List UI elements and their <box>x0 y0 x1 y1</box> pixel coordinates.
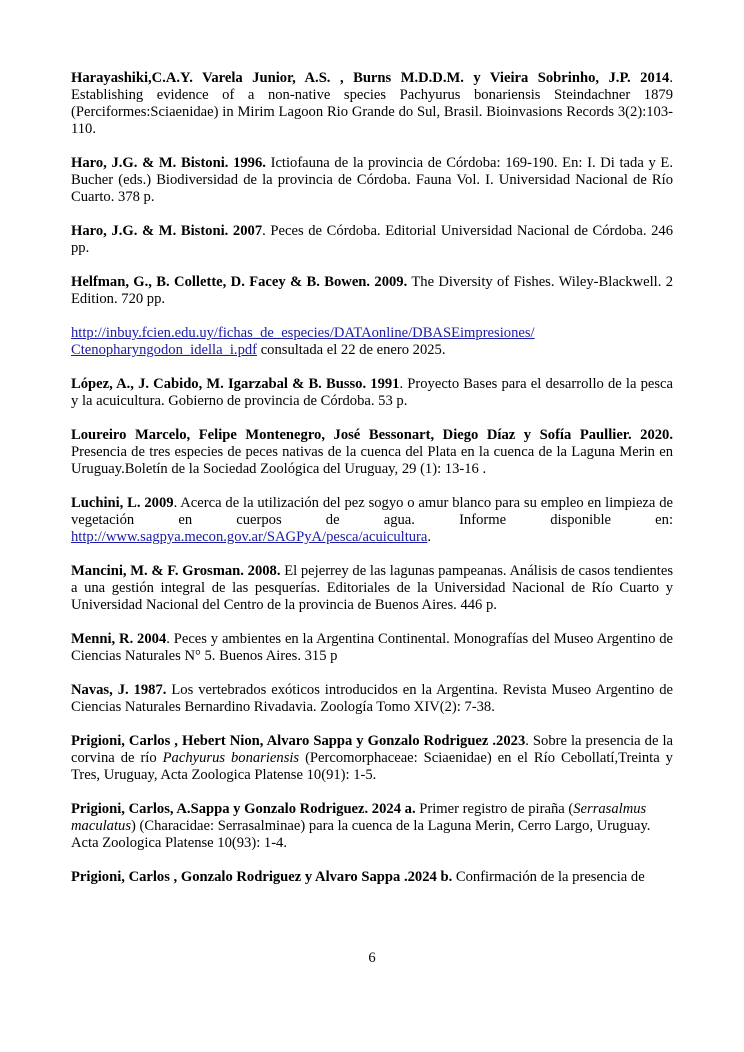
reference-text: Confirmación de la presencia de <box>452 869 645 885</box>
reference-entry <box>71 631 673 665</box>
reference-text-end: ) (Characidae: Serrasalminae) para la cuenca de la Laguna Merin, Cerro Largo, Uruguay. Acta Zoologica Platense 10(93): 1-4. <box>71 818 651 851</box>
reference-entry <box>71 733 673 784</box>
reference-entry <box>71 682 673 716</box>
reference-link[interactable]: http://inbuy.fcien.edu.uy/fichas_de_especies/DATAonline/DBASEimpresiones/ <box>71 325 535 341</box>
references-list <box>71 70 673 903</box>
reference-text: . Establishing evidence of a non-native species Pachyurus bonariensis Steindachner 1879 (Perciformes:Sciaenidae) in Mirim Lagoon Rio Grande do Sul, Brasil. Bioinvasions Records 3(2):103-110. <box>71 70 673 137</box>
reference-text: Ictiofauna de la provincia de Córdoba: 169-190. En: I. Di tada y E. Bucher (eds.) Biodiversidad de la provincia de Córdoba. Fauna Vol. I. Universidad Nacional de Río Cuarto. 378 p. <box>71 155 673 205</box>
reference-authors: Mancini, M. & F. Grosman. 2008. <box>71 563 281 579</box>
reference-entry <box>71 869 673 886</box>
reference-entry <box>71 427 673 478</box>
reference-authors: Prigioni, Carlos , Gonzalo Rodriguez y Alvaro Sappa .2024 b. <box>71 869 453 885</box>
reference-authors: Harayashiki,C.A.Y. Varela Junior, A.S. , Burns M.D.D.M. y Vieira Sobrinho, J.P. 2014 <box>71 70 670 86</box>
reference-text-end: . <box>427 529 432 545</box>
species-name: Serrasalmus maculatus <box>71 801 647 834</box>
reference-text: . Sobre la presencia de la corvina de río <box>71 733 673 766</box>
reference-text: Primer registro de piraña ( <box>415 801 574 817</box>
reference-entry <box>71 70 673 138</box>
reference-link[interactable]: http://www.sagpya.mecon.gov.ar/SAGPyA/pesca/acuicultura <box>71 529 428 545</box>
reference-entry <box>71 376 673 410</box>
reference-text: . Peces de Córdoba. Editorial Universidad Nacional de Córdoba. 246 pp. <box>71 223 673 256</box>
reference-authors: Haro, J.G. & M. Bistoni. 1996. <box>71 155 266 171</box>
reference-authors: Haro, J.G. & M. Bistoni. 2007 <box>71 223 263 239</box>
reference-authors: López, A., J. Cabido, M. Igarzabal & B. Busso. 1991 <box>71 376 400 392</box>
reference-authors: Navas, J. 1987. <box>71 682 167 698</box>
reference-authors: Prigioni, Carlos, A.Sappa y Gonzalo Rodriguez. 2024 a. <box>71 801 416 817</box>
species-name: Pachyurus bonariensis <box>162 750 300 766</box>
reference-text: Presencia de tres especies de peces nativas de la cuenca del Plata en la cuenca de la Laguna Merin en Uruguay.Boletín de la Sociedad Zoológica del Uruguay, 29 (1): 13-16 . <box>71 444 673 477</box>
reference-text: . Proyecto Bases para el desarrollo de la pesca y la acuicultura. Gobierno de provincia de Córdoba. 53 p. <box>71 376 673 409</box>
reference-text: . Peces y ambientes en la Argentina Continental. Monografías del Museo Argentino de Ciencias Naturales N° 5. Buenos Aires. 315 p <box>71 631 673 664</box>
reference-text: The Diversity of Fishes. Wiley-Blackwell. 2 Edition. 720 pp. <box>71 274 673 307</box>
reference-entry <box>71 325 673 359</box>
reference-entry <box>71 563 673 614</box>
reference-text: El pejerrey de las lagunas pampeanas. Análisis de casos tendientes a una gestión integral de las pesquerías. Editoriales de la Universidad Nacional de Río Cuarto y Universidad Nacional del Centro de la provincia de Buenos Aires. 446 p. <box>71 563 673 613</box>
page-number: 6 <box>368 950 376 966</box>
reference-entry <box>71 155 673 206</box>
reference-text-end: (Percomorphaceae: Sciaenidae) en el Río Cebollatí,Treinta y Tres, Uruguay, Acta Zoologica Platense 10(91): 1-5. <box>71 750 673 783</box>
reference-authors: Menni, R. 2004 <box>71 631 167 647</box>
reference-link[interactable]: Ctenopharyngodon_idella_i.pdf <box>71 342 258 358</box>
reference-text: Los vertebrados exóticos introducidos en la Argentina. Revista Museo Argentino de Ciencias Naturales Bernardino Rivadavia. Zoología Tomo XIV(2): 7-38. <box>71 682 674 715</box>
reference-authors: Luchini, L. 2009 <box>71 495 174 511</box>
reference-authors: Loureiro Marcelo, Felipe Montenegro, José Bessonart, Diego Díaz y Sofía Paullier. 2020. <box>71 427 673 443</box>
reference-entry <box>71 495 673 546</box>
reference-entry <box>71 223 673 257</box>
reference-authors: Prigioni, Carlos , Hebert Nion, Alvaro Sappa y Gonzalo Rodriguez .2023 <box>71 733 526 749</box>
reference-authors: Helfman, G., B. Collette, D. Facey & B. Bowen. 2009. <box>71 274 408 290</box>
reference-entry <box>71 801 673 852</box>
reference-text: . Acerca de la utilización del pez sogyo o amur blanco para su empleo en limpieza de vegetación en cuerpos de agua. Informe disponible en: <box>71 495 673 528</box>
reference-text: consultada el 22 de enero 2025. <box>257 342 446 358</box>
reference-entry <box>71 274 673 308</box>
